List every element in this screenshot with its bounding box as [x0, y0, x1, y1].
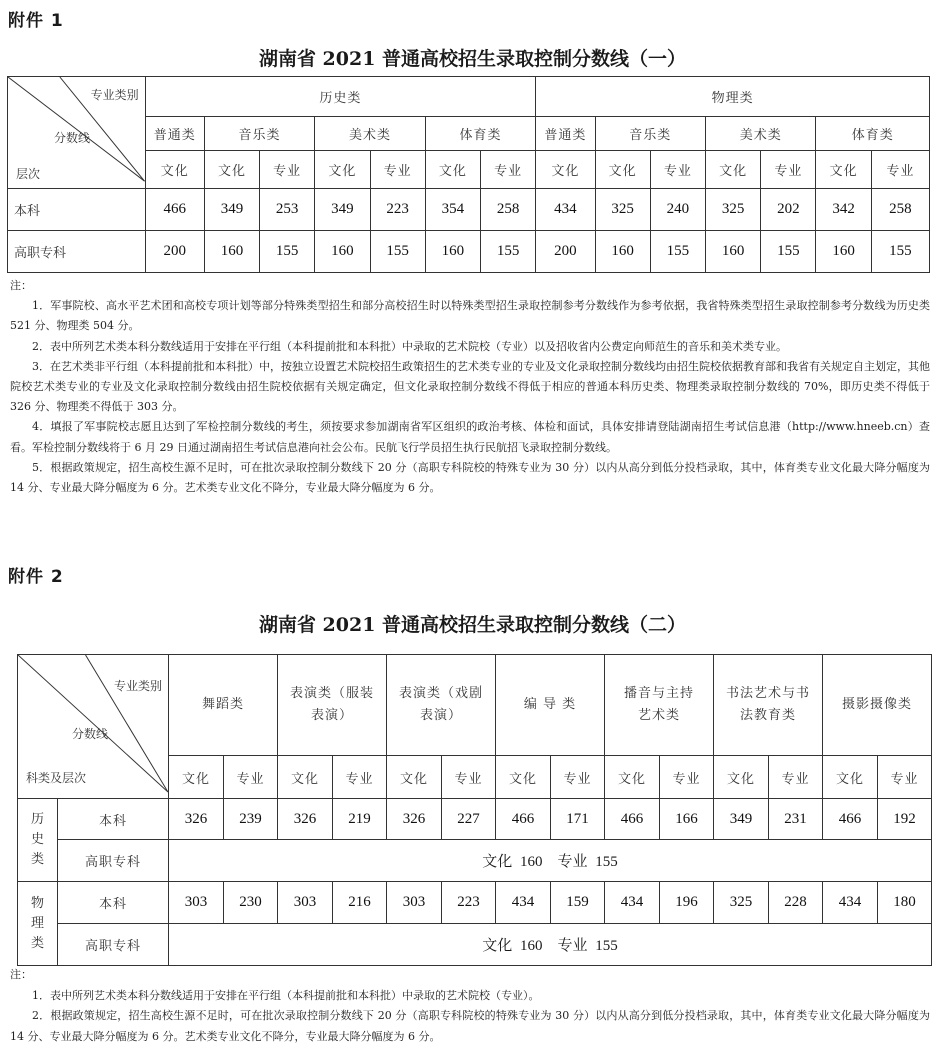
score-cell: 466: [145, 189, 204, 231]
note-item: 1．军事院校、高水平艺术团和高校专项计划等部分特殊类型招生和部分高校招生时以特殊类型招生录取控制参考分数线作为参考依据，我省特殊类型招生录取控制参考分数线为历史类 521 分、物理类 504 分。: [10, 299, 930, 333]
score-cell: 326: [387, 799, 442, 840]
column-header: 文化: [315, 151, 370, 189]
score-cell: 466: [823, 799, 878, 840]
attachment-2-label: 附件 2: [8, 567, 64, 587]
note-item: 2．根据政策规定，招生高校生源不足时，可在批次录取控制分数线下 20 分（高职专科院校的特殊专业为 30 分）以内从高分到低分投档录取，其中，体育类专业文化最大降分幅度为 14 分、专业最大降分幅度为 6 分。艺术类专业文化不降分，专业最大降分幅度为 6 分。: [10, 1009, 930, 1043]
group-header-history: 历史类: [145, 77, 536, 117]
score-cell: 258: [481, 189, 536, 231]
table-2-title: 湖南省 2021 普通高校招生录取控制分数线（二）: [258, 614, 687, 636]
category-header-directing: 编 导 类: [496, 655, 605, 756]
column-header: 专业: [481, 151, 536, 189]
score-cell: 325: [595, 189, 650, 231]
note-item: 3．在艺术类非平行组（本科提前批和本科批）中，按独立设置艺术院校招生政策招生的艺术类专业的专业及文化录取控制分数线均由招生院校依据教育部和我省有关规定自主划定，其他院校艺术类专业的专业及文化录取控制分数线由招生院校依据有关规定确定，但文化录取控制分数线不得低于相应的普通本科历史类、物理类录取控制分数线的 70%，即历史类不得低于 326 分、物理类不得低于 303 分。: [10, 359, 930, 414]
score-cell: 196: [660, 882, 714, 924]
score-cell: 227: [442, 799, 496, 840]
score-cell: 239: [224, 799, 278, 840]
column-header: 专业: [878, 756, 932, 799]
score-cell: 192: [878, 799, 932, 840]
column-header: 专业: [660, 756, 714, 799]
corner-header-cell: [8, 77, 146, 189]
score-cell: 349: [204, 189, 259, 231]
corner-header-cell-2: [18, 655, 169, 799]
table-row-physics-undergraduate: [18, 882, 932, 924]
score-cell: 466: [605, 799, 660, 840]
group-label-history: 历 史 类: [18, 799, 58, 882]
group-header-physics: 物理类: [536, 77, 930, 117]
category-header-drama-performance: 表演类（戏剧表演）: [387, 655, 496, 756]
score-cell: 231: [769, 799, 823, 840]
column-header: 专业: [871, 151, 929, 189]
score-cell: 349: [714, 799, 769, 840]
score-cell: 223: [442, 882, 496, 924]
column-header: 专业: [769, 756, 823, 799]
notes-heading: 注：: [10, 968, 32, 981]
score-cell: 160: [816, 231, 871, 273]
score-cell: 160: [705, 231, 760, 273]
column-header: 文化: [145, 151, 204, 189]
corner-label-subject-level: 科类及层次: [26, 771, 87, 785]
table-row-vocational: [8, 231, 930, 273]
score-cell: 349: [315, 189, 370, 231]
score-cell: 160: [204, 231, 259, 273]
score-cell: 155: [871, 231, 929, 273]
column-header: 专业: [650, 151, 705, 189]
score-cell: 155: [481, 231, 536, 273]
subcat-header: 体育类: [816, 117, 930, 151]
column-header: 专业: [260, 151, 315, 189]
score-cell: 216: [333, 882, 387, 924]
column-header: 专业: [442, 756, 496, 799]
table-row-undergraduate: [8, 189, 930, 231]
column-header: 文化: [605, 756, 660, 799]
score-cell: 434: [605, 882, 660, 924]
merged-score-cell: 文化 160 专业 155: [169, 924, 932, 966]
column-header: 文化: [496, 756, 551, 799]
score-cell: 326: [278, 799, 333, 840]
notes-block-1: [10, 276, 930, 498]
score-cell: 325: [705, 189, 760, 231]
score-cell: 466: [496, 799, 551, 840]
corner-label-level: 层次: [16, 167, 41, 181]
score-table-2: [17, 654, 932, 966]
score-cell: 180: [878, 882, 932, 924]
score-cell: 171: [551, 799, 605, 840]
category-header-photography: 摄影摄像类: [823, 655, 932, 756]
score-cell: 155: [761, 231, 816, 273]
score-cell: 160: [425, 231, 480, 273]
notes-block-2: [10, 965, 930, 1047]
score-cell: 200: [145, 231, 204, 273]
score-cell: 155: [650, 231, 705, 273]
score-cell: 159: [551, 882, 605, 924]
column-header: 文化: [595, 151, 650, 189]
score-cell: 326: [169, 799, 224, 840]
score-cell: 258: [871, 189, 929, 231]
column-header: 专业: [551, 756, 605, 799]
category-header-broadcasting: 播音与主持艺术类: [605, 655, 714, 756]
score-cell: 219: [333, 799, 387, 840]
row-label-vocational: 高职专科: [8, 231, 146, 273]
score-cell: 253: [260, 189, 315, 231]
merged-score-cell: 文化 160 专业 155: [169, 840, 932, 882]
score-cell: 325: [714, 882, 769, 924]
column-header: 专业: [370, 151, 425, 189]
row-label-undergraduate: 本科: [58, 799, 169, 840]
column-header: 文化: [387, 756, 442, 799]
subcat-header: 音乐类: [595, 117, 705, 151]
column-header: 文化: [169, 756, 224, 799]
note-item: 5．根据政策规定，招生高校生源不足时，可在批次录取控制分数线下 20 分（高职专科院校的特殊专业为 30 分）以内从高分到低分投档录取，其中，体育类专业文化最大降分幅度为 14 分、专业最大降分幅度为 6 分。艺术类专业文化不降分，专业最大降分幅度为 6 分。: [10, 460, 930, 495]
column-header: 文化: [425, 151, 480, 189]
column-header: 文化: [816, 151, 871, 189]
score-cell: 434: [496, 882, 551, 924]
table-row-history-undergraduate: [18, 799, 932, 840]
score-cell: 303: [278, 882, 333, 924]
subcat-header: 普通类: [145, 117, 204, 151]
score-cell: 155: [260, 231, 315, 273]
attachment-1-label: 附件 1: [8, 11, 64, 31]
column-header: 文化: [705, 151, 760, 189]
subcat-header: 美术类: [705, 117, 815, 151]
table-1-title: 湖南省 2021 普通高校招生录取控制分数线（一）: [258, 48, 687, 70]
score-cell: 155: [370, 231, 425, 273]
score-cell: 166: [660, 799, 714, 840]
row-label-vocational: 高职专科: [58, 924, 169, 966]
score-cell: 160: [595, 231, 650, 273]
corner-label-major-category: 专业类别: [90, 88, 139, 102]
score-cell: 303: [387, 882, 442, 924]
table-row-history-vocational: [18, 840, 932, 882]
corner-label-score-line: 分数线: [54, 131, 91, 145]
note-item: 4．填报了军事院校志愿且达到了军检控制分数线的考生，须按要求参加湖南省军区组织的政治考核、体检和面试，具体安排请登陆湖南招生考试信息港（http://www.hneeb.cn）查看。军检控制分数线将于 6 月 29 日通过湖南招生考试信息港向社会公布。民航飞行学员招生执行民航招飞录取控制分数线。: [10, 420, 930, 454]
score-cell: 342: [816, 189, 871, 231]
subcat-header: 体育类: [425, 117, 536, 151]
column-header: 文化: [823, 756, 878, 799]
score-cell: 434: [823, 882, 878, 924]
column-header: 文化: [204, 151, 259, 189]
score-cell: 354: [425, 189, 480, 231]
corner-label-major-category: 专业类别: [113, 679, 162, 693]
note-item: 2．表中所列艺术类本科分数线适用于安排在平行组（本科提前批和本科批）中录取的艺术院校（专业）以及招收省内公费定向师范生的音乐和美术类专业。: [32, 339, 787, 353]
score-cell: 230: [224, 882, 278, 924]
score-cell: 200: [536, 231, 595, 273]
score-cell: 240: [650, 189, 705, 231]
column-header: 文化: [278, 756, 333, 799]
group-label-physics: 物 理 类: [18, 882, 58, 966]
column-header: 专业: [224, 756, 278, 799]
subcat-header: 美术类: [315, 117, 425, 151]
score-cell: 160: [315, 231, 370, 273]
column-header: 文化: [714, 756, 769, 799]
notes-heading: 注：: [10, 279, 32, 292]
column-header: 专业: [761, 151, 816, 189]
corner-label-score-line: 分数线: [72, 727, 109, 741]
row-label-vocational: 高职专科: [58, 840, 169, 882]
subcat-header: 音乐类: [204, 117, 314, 151]
score-cell: 434: [536, 189, 595, 231]
row-label-undergraduate: 本科: [8, 189, 146, 231]
column-header: 文化: [536, 151, 595, 189]
score-cell: 228: [769, 882, 823, 924]
table-row-physics-vocational: [18, 924, 932, 966]
row-label-undergraduate: 本科: [58, 882, 169, 924]
score-cell: 202: [761, 189, 816, 231]
column-header: 专业: [333, 756, 387, 799]
category-header-calligraphy: 书法艺术与书法教育类: [714, 655, 823, 756]
score-cell: 223: [370, 189, 425, 231]
note-item: 1．表中所列艺术类本科分数线适用于安排在平行组（本科提前批和本科批）中录取的艺术院校（专业）。: [32, 988, 540, 1002]
category-header-fashion-performance: 表演类（服装表演）: [278, 655, 387, 756]
subcat-header: 普通类: [536, 117, 595, 151]
score-cell: 303: [169, 882, 224, 924]
category-header-dance: 舞蹈类: [169, 655, 278, 756]
score-table-1: [7, 76, 930, 273]
